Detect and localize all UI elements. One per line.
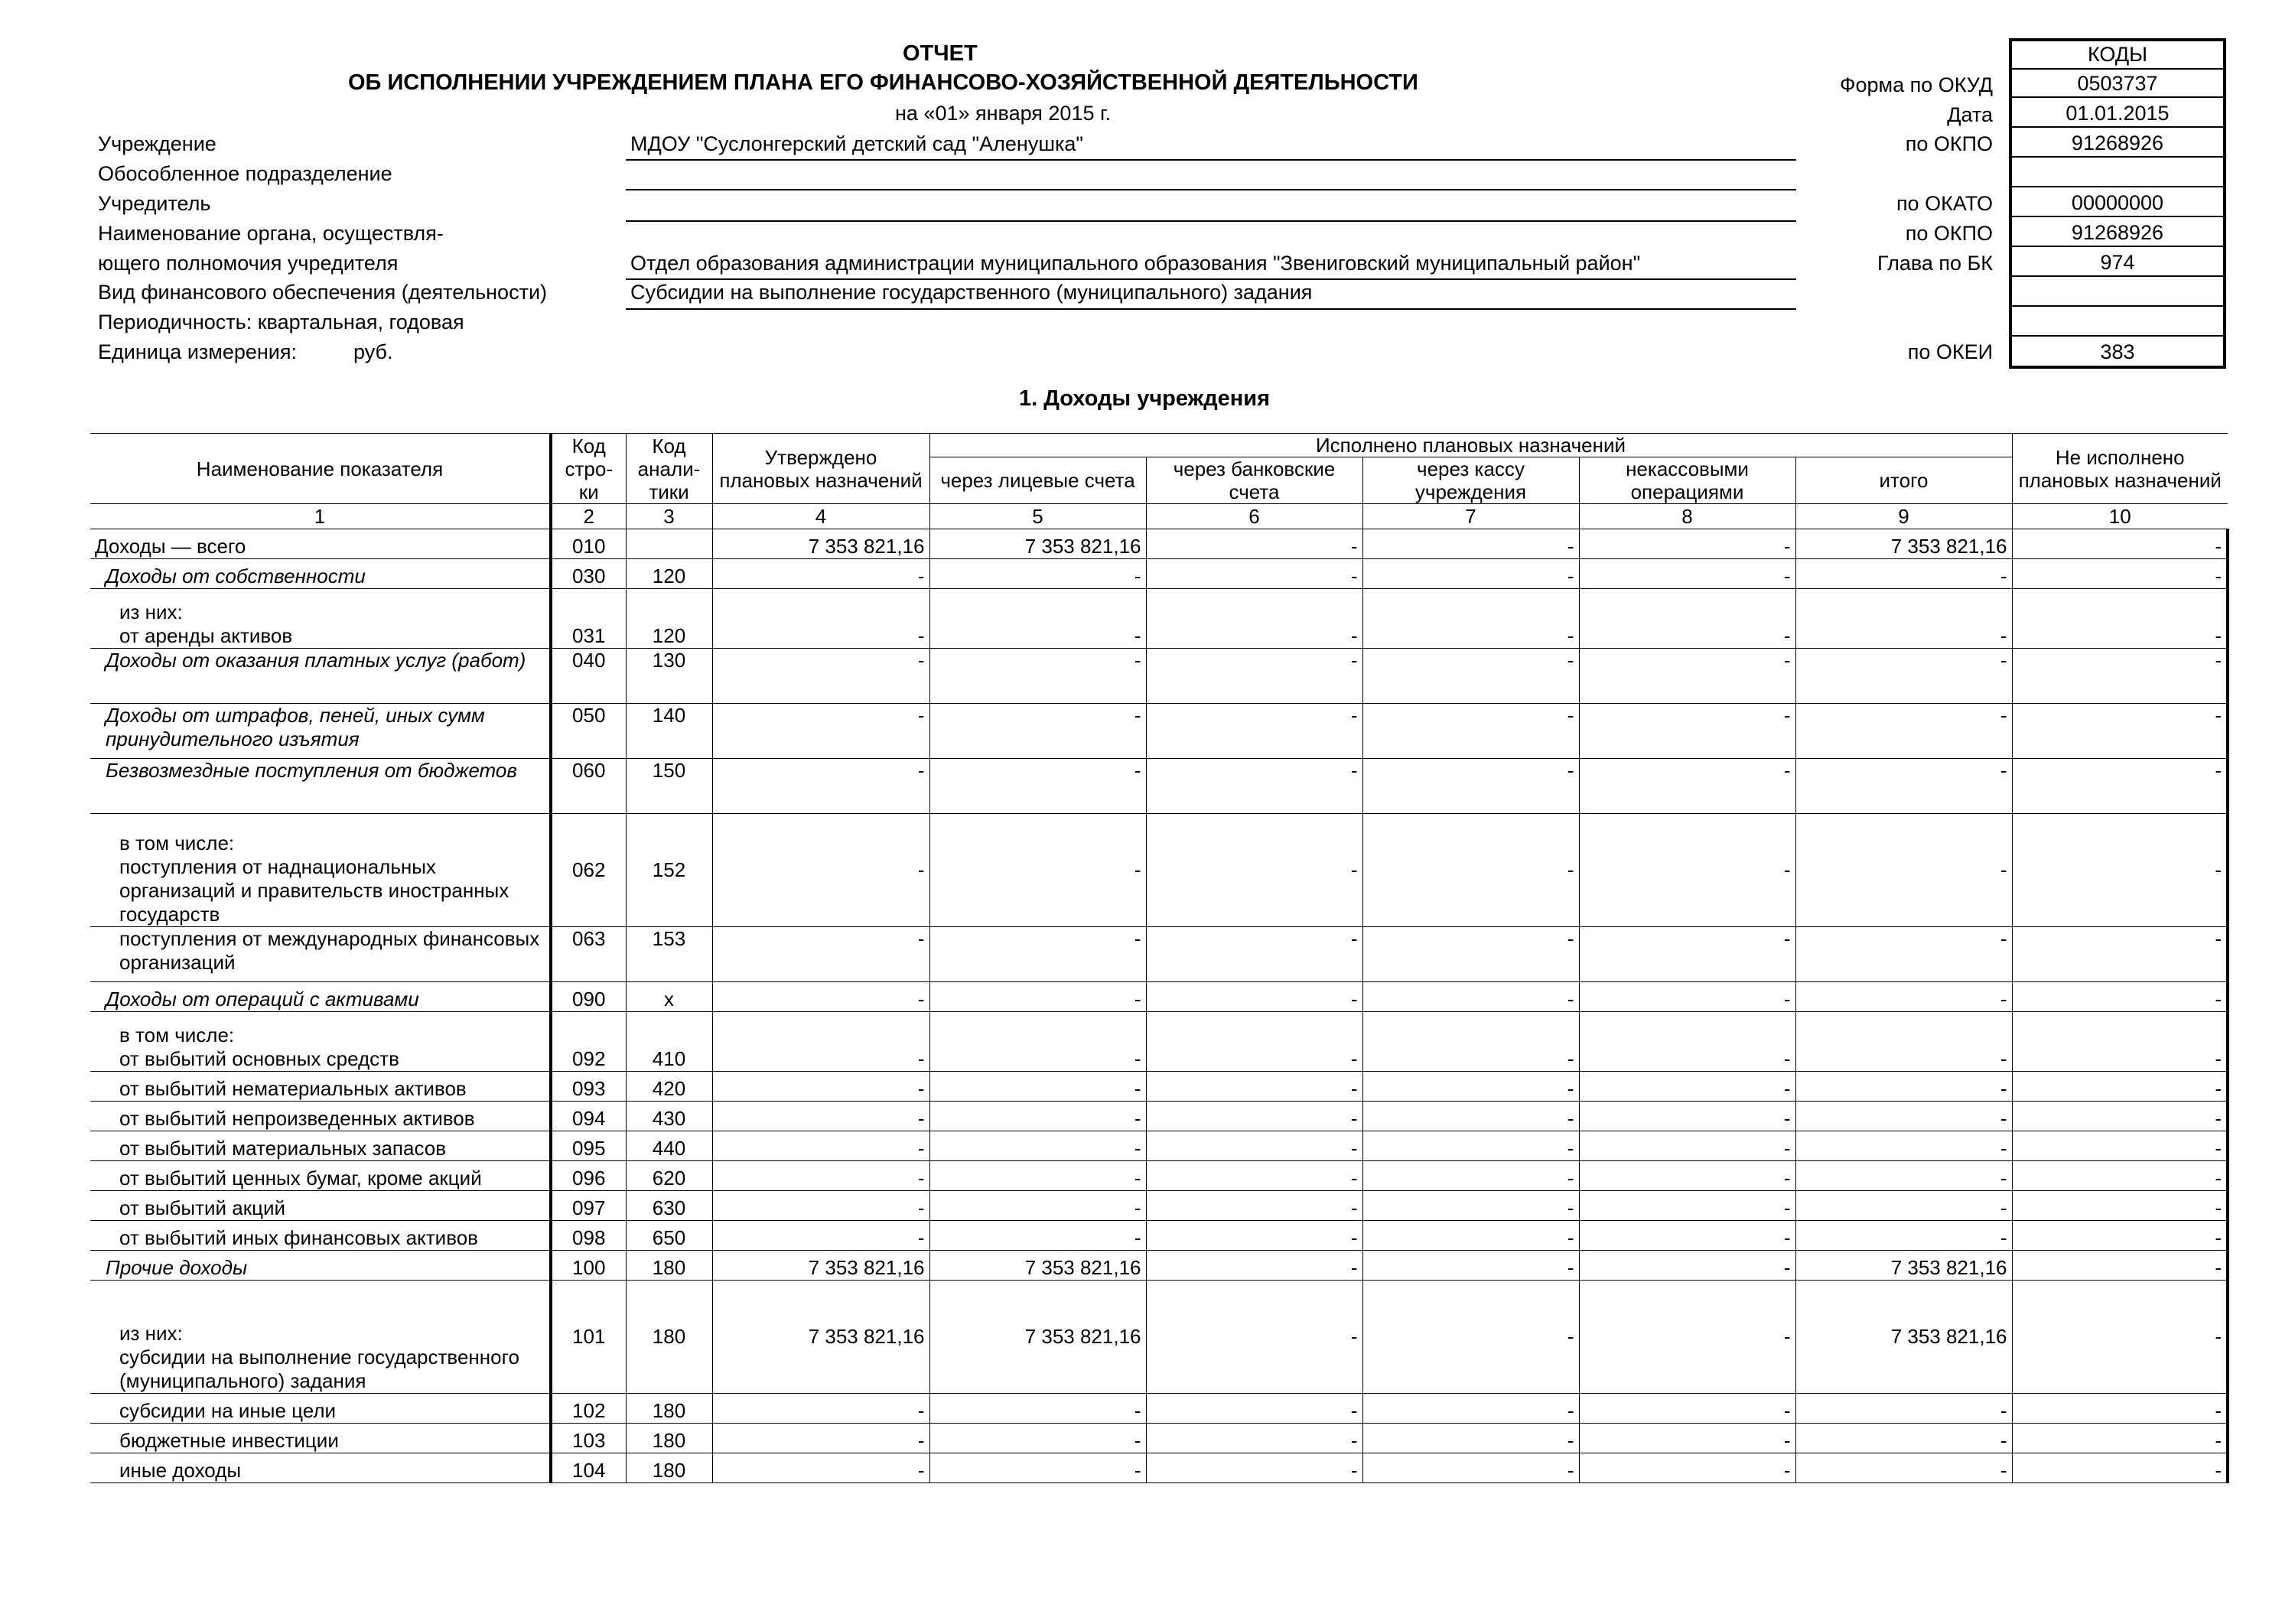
- row-analytics-code: 153: [626, 927, 712, 982]
- row-value: -: [1146, 1424, 1362, 1453]
- row-analytics-code: 180: [626, 1251, 712, 1281]
- row-value: -: [712, 649, 929, 704]
- code-date: 01.01.2015: [2012, 99, 2223, 128]
- code-okpo-2: 91268926: [2012, 219, 2223, 247]
- row-value: -: [1795, 1161, 2012, 1191]
- row-value: -: [1579, 982, 1795, 1012]
- row-value: -: [929, 759, 1146, 814]
- row-value: 7 353 821,16: [1795, 1251, 2012, 1281]
- col-header-unexecuted: Не исполнено плановых назначений: [2012, 434, 2228, 504]
- row-name: иные доходы: [90, 1453, 551, 1483]
- row-value: -: [1146, 1161, 1362, 1191]
- col-number: 1: [90, 504, 551, 529]
- row-analytics-code: 620: [626, 1161, 712, 1191]
- col-number: 6: [1146, 504, 1362, 529]
- row-value: -: [1795, 1453, 2012, 1483]
- row-value: -: [1146, 1394, 1362, 1424]
- code-okei: 383: [2100, 340, 2135, 363]
- table-row: [90, 1161, 2228, 1191]
- row-analytics-code: 440: [626, 1131, 712, 1161]
- row-value: -: [1146, 1012, 1362, 1072]
- row-name: из них: субсидии на выполнение государственного (муниципального) задания: [90, 1281, 551, 1394]
- row-name: в том числе: поступления от наднациональных организаций и правительств иностранных государств: [90, 814, 551, 927]
- row-value: -: [712, 704, 929, 759]
- row-value: -: [1146, 927, 1362, 982]
- row-value: -: [929, 559, 1146, 589]
- code-label-date: Дата: [1947, 103, 1993, 126]
- col-number: 2: [551, 504, 626, 529]
- row-value: -: [1146, 529, 1362, 559]
- row-code: 095: [551, 1131, 626, 1161]
- row-value: -: [1579, 649, 1795, 704]
- table-row: [90, 559, 2228, 589]
- funding-value: Субсидии на выполнение государственного (муниципального) задания: [630, 281, 1313, 304]
- row-value: -: [1579, 1394, 1795, 1424]
- subdivision-label: Обособленное подразделение: [98, 162, 392, 185]
- row-value: -: [712, 1072, 929, 1102]
- col-number: 9: [1795, 504, 2012, 529]
- row-code: 101: [551, 1281, 626, 1394]
- row-value: -: [1579, 927, 1795, 982]
- codes-box: [2009, 38, 2226, 369]
- row-value: -: [2012, 1453, 2228, 1483]
- section-title: 1. Доходы учреждения: [1019, 386, 1271, 411]
- row-value: -: [1362, 704, 1579, 759]
- row-value: -: [1795, 814, 2012, 927]
- unit-label: Единица измерения:: [98, 340, 298, 363]
- institution-underline: [626, 159, 1796, 161]
- row-value: -: [712, 982, 929, 1012]
- row-value: -: [1579, 814, 1795, 927]
- row-name: в том числе: от выбытий основных средств: [90, 1012, 551, 1072]
- row-value: -: [929, 1191, 1146, 1221]
- code-okato: 00000000: [2012, 189, 2223, 217]
- row-value: -: [712, 1221, 929, 1251]
- table-row: [90, 529, 2228, 559]
- row-analytics-code: 150: [626, 759, 712, 814]
- authority-label-1: Наименование органа, осуществля-: [98, 222, 444, 245]
- row-value: -: [1579, 1281, 1795, 1394]
- row-value: -: [1579, 529, 1795, 559]
- row-code: 062: [551, 814, 626, 927]
- row-name: Доходы от штрафов, пеней, иных сумм принудительного изъятия: [90, 704, 551, 759]
- row-value: -: [712, 1453, 929, 1483]
- row-code: 090: [551, 982, 626, 1012]
- row-value: -: [2012, 759, 2228, 814]
- row-value: -: [2012, 1191, 2228, 1221]
- row-value: -: [929, 1161, 1146, 1191]
- col-number: 4: [712, 504, 929, 529]
- code-empty-1: [2012, 159, 2223, 187]
- row-code: 010: [551, 529, 626, 559]
- row-value: -: [1146, 982, 1362, 1012]
- row-analytics-code: 152: [626, 814, 712, 927]
- row-value: -: [1362, 1102, 1579, 1131]
- table-row: [90, 1281, 2228, 1394]
- row-code: 063: [551, 927, 626, 982]
- code-label-okpo: по ОКПО: [1905, 132, 1993, 155]
- row-value: -: [1362, 1424, 1579, 1453]
- codes-header: КОДЫ: [2012, 41, 2223, 70]
- row-value: -: [1795, 982, 2012, 1012]
- row-value: -: [712, 759, 929, 814]
- row-code: 096: [551, 1161, 626, 1191]
- row-value: -: [1362, 927, 1579, 982]
- founder-underline: [626, 220, 1796, 222]
- row-value: -: [929, 1072, 1146, 1102]
- row-value: -: [712, 589, 929, 649]
- row-value: -: [2012, 1281, 2228, 1394]
- row-value: -: [1795, 759, 2012, 814]
- row-name: Прочие доходы: [90, 1251, 551, 1281]
- row-code: 050: [551, 704, 626, 759]
- table-row: [90, 1394, 2228, 1424]
- row-analytics-code: х: [626, 982, 712, 1012]
- code-empty-3: [2012, 308, 2223, 337]
- col-header-total: итого: [1795, 457, 2012, 504]
- row-value: -: [1795, 589, 2012, 649]
- row-value: -: [1146, 1102, 1362, 1131]
- row-analytics-code: 180: [626, 1424, 712, 1453]
- subdivision-underline: [626, 189, 1796, 190]
- row-name: от выбытий иных финансовых активов: [90, 1221, 551, 1251]
- row-analytics-code: 180: [626, 1281, 712, 1394]
- row-value: -: [1362, 982, 1579, 1012]
- row-value: -: [1362, 1221, 1579, 1251]
- row-value: -: [1362, 1191, 1579, 1221]
- row-value: -: [2012, 1424, 2228, 1453]
- row-code: 030: [551, 559, 626, 589]
- row-value: -: [1579, 759, 1795, 814]
- row-value: -: [712, 559, 929, 589]
- row-value: -: [2012, 1012, 2228, 1072]
- report-date-line: на «01» января 2015 г.: [895, 102, 1112, 125]
- row-value: -: [1795, 559, 2012, 589]
- row-code: 098: [551, 1221, 626, 1251]
- row-value: -: [929, 1424, 1146, 1453]
- col-number: 7: [1362, 504, 1579, 529]
- row-name: от выбытий непроизведенных активов: [90, 1102, 551, 1131]
- row-value: 7 353 821,16: [929, 529, 1146, 559]
- funding-underline: [626, 308, 1796, 310]
- col-header-bank-accounts: через банковские счета: [1146, 457, 1362, 504]
- row-value: -: [2012, 1102, 2228, 1131]
- row-value: -: [2012, 1251, 2228, 1281]
- row-value: -: [1795, 649, 2012, 704]
- row-name: Доходы от собственности: [90, 559, 551, 589]
- row-value: -: [1795, 1221, 2012, 1251]
- row-value: -: [1146, 1453, 1362, 1483]
- row-analytics-code: [626, 529, 712, 559]
- row-value: -: [1579, 1161, 1795, 1191]
- code-bk: 974: [2012, 249, 2223, 277]
- row-value: -: [2012, 559, 2228, 589]
- row-value: -: [1795, 1102, 2012, 1131]
- row-value: -: [1795, 1394, 2012, 1424]
- col-header-personal-accounts: через лицевые счета: [929, 457, 1146, 504]
- table-row: [90, 1012, 2228, 1072]
- row-value: -: [1579, 1453, 1795, 1483]
- col-header-anal: Код анали-тики: [626, 434, 712, 504]
- table-row: [90, 982, 2228, 1012]
- row-value: -: [1362, 759, 1579, 814]
- founder-label: Учредитель: [98, 192, 211, 215]
- col-number: 5: [929, 504, 1146, 529]
- table-row: [90, 927, 2228, 982]
- table-row: [90, 1102, 2228, 1131]
- row-code: 100: [551, 1251, 626, 1281]
- row-value: -: [1795, 1072, 2012, 1102]
- row-value: -: [1579, 1072, 1795, 1102]
- row-value: -: [1362, 1161, 1579, 1191]
- table-row: [90, 1453, 2228, 1483]
- row-value: -: [929, 649, 1146, 704]
- row-value: -: [1362, 1072, 1579, 1102]
- row-code: 094: [551, 1102, 626, 1131]
- row-name: Доходы от операций с активами: [90, 982, 551, 1012]
- row-value: -: [929, 1012, 1146, 1072]
- row-value: -: [712, 1012, 929, 1072]
- row-analytics-code: 410: [626, 1012, 712, 1072]
- row-value: 7 353 821,16: [929, 1251, 1146, 1281]
- table-row: [90, 649, 2228, 704]
- funding-label: Вид финансового обеспечения (деятельности): [98, 281, 548, 304]
- authority-underline: [626, 278, 1796, 280]
- row-value: -: [712, 1424, 929, 1453]
- row-value: 7 353 821,16: [1795, 529, 2012, 559]
- row-value: -: [2012, 649, 2228, 704]
- row-code: 092: [551, 1012, 626, 1072]
- row-value: -: [1146, 649, 1362, 704]
- row-name: от выбытий акций: [90, 1191, 551, 1221]
- row-value: -: [1146, 589, 1362, 649]
- row-value: -: [2012, 589, 2228, 649]
- row-code: 103: [551, 1424, 626, 1453]
- row-value: -: [1146, 814, 1362, 927]
- row-value: -: [929, 927, 1146, 982]
- row-analytics-code: 140: [626, 704, 712, 759]
- row-value: -: [1579, 589, 1795, 649]
- row-value: -: [1362, 1251, 1579, 1281]
- row-value: -: [1146, 1072, 1362, 1102]
- row-code: 040: [551, 649, 626, 704]
- code-label-okato: по ОКАТО: [1896, 192, 1993, 215]
- row-name: Доходы — всего: [90, 529, 551, 559]
- row-value: -: [1146, 759, 1362, 814]
- col-header-executed-group: Исполнено плановых назначений: [929, 434, 2012, 457]
- row-value: -: [1579, 1424, 1795, 1453]
- row-value: -: [2012, 927, 2228, 982]
- row-value: -: [2012, 1072, 2228, 1102]
- row-value: -: [1146, 1221, 1362, 1251]
- row-value: -: [1362, 1281, 1579, 1394]
- row-value: -: [1579, 1131, 1795, 1161]
- row-value: -: [712, 1394, 929, 1424]
- row-value: -: [1579, 1251, 1795, 1281]
- row-value: -: [712, 1191, 929, 1221]
- col-number: 10: [2012, 504, 2228, 529]
- row-value: 7 353 821,16: [1795, 1281, 2012, 1394]
- table-row: [90, 759, 2228, 814]
- row-value: -: [1146, 559, 1362, 589]
- row-analytics-code: 180: [626, 1394, 712, 1424]
- row-value: -: [712, 1102, 929, 1131]
- row-value: -: [1579, 704, 1795, 759]
- col-number: 3: [626, 504, 712, 529]
- row-value: -: [712, 1161, 929, 1191]
- table-row: [90, 589, 2228, 649]
- row-code: 060: [551, 759, 626, 814]
- row-name: Доходы от оказания платных услуг (работ): [90, 649, 551, 704]
- col-header-code: Код стро-ки: [551, 434, 626, 504]
- row-code: 104: [551, 1453, 626, 1483]
- row-value: -: [1362, 1394, 1579, 1424]
- col-header-name: Наименование показателя: [90, 434, 551, 504]
- row-value: -: [929, 704, 1146, 759]
- row-value: -: [1146, 1251, 1362, 1281]
- row-value: -: [1362, 814, 1579, 927]
- row-code: 097: [551, 1191, 626, 1221]
- periodicity-label: Периодичность: квартальная, годовая: [98, 311, 464, 334]
- row-value: -: [2012, 1161, 2228, 1191]
- row-value: -: [1362, 649, 1579, 704]
- table-row: [90, 1131, 2228, 1161]
- row-value: -: [929, 814, 1146, 927]
- row-value: -: [1146, 704, 1362, 759]
- institution-value: МДОУ "Суслонгерский детский сад "Аленушка": [630, 132, 1083, 155]
- row-value: -: [929, 1131, 1146, 1161]
- row-value: -: [2012, 814, 2228, 927]
- unit-value: руб.: [353, 340, 393, 363]
- institution-label: Учреждение: [98, 132, 216, 155]
- row-value: 7 353 821,16: [712, 529, 929, 559]
- row-name: от выбытий материальных запасов: [90, 1131, 551, 1161]
- row-analytics-code: 420: [626, 1072, 712, 1102]
- row-value: -: [1795, 1424, 2012, 1453]
- income-table: [90, 433, 2229, 1483]
- row-name: из них: от аренды активов: [90, 589, 551, 649]
- row-value: -: [2012, 1394, 2228, 1424]
- row-value: -: [929, 1394, 1146, 1424]
- row-value: -: [1362, 1131, 1579, 1161]
- row-value: -: [1362, 1453, 1579, 1483]
- row-value: -: [2012, 1221, 2228, 1251]
- row-analytics-code: 120: [626, 589, 712, 649]
- row-value: 7 353 821,16: [929, 1281, 1146, 1394]
- col-header-approved: Утверждено плановых назначений: [712, 434, 929, 504]
- row-code: 031: [551, 589, 626, 649]
- code-empty-2: [2012, 278, 2223, 307]
- row-value: -: [712, 814, 929, 927]
- authority-value: Отдел образования администрации муниципального образования "Звениговский муниципальный район": [630, 252, 1641, 275]
- row-name: от выбытий нематериальных активов: [90, 1072, 551, 1102]
- row-analytics-code: 130: [626, 649, 712, 704]
- row-value: -: [929, 1453, 1146, 1483]
- row-value: -: [1795, 1191, 2012, 1221]
- col-header-cash: через кассу учреждения: [1362, 457, 1579, 504]
- row-value: 7 353 821,16: [712, 1281, 929, 1394]
- row-value: -: [1362, 529, 1579, 559]
- row-value: -: [2012, 1131, 2228, 1161]
- row-value: -: [2012, 529, 2228, 559]
- table-row: [90, 814, 2228, 927]
- code-okpo: 91268926: [2012, 129, 2223, 158]
- row-analytics-code: 630: [626, 1191, 712, 1221]
- row-value: -: [929, 589, 1146, 649]
- row-value: -: [1579, 559, 1795, 589]
- row-value: -: [1146, 1281, 1362, 1394]
- col-number: 8: [1579, 504, 1795, 529]
- col-header-noncash: некассовыми операциями: [1579, 457, 1795, 504]
- row-name: Безвозмездные поступления от бюджетов: [90, 759, 551, 814]
- code-label-okud: Форма по ОКУД: [1839, 73, 1993, 96]
- row-value: -: [1579, 1221, 1795, 1251]
- row-value: -: [1362, 589, 1579, 649]
- row-analytics-code: 430: [626, 1102, 712, 1131]
- row-value: -: [1579, 1191, 1795, 1221]
- row-analytics-code: 180: [626, 1453, 712, 1483]
- row-analytics-code: 120: [626, 559, 712, 589]
- row-value: -: [2012, 704, 2228, 759]
- row-name: от выбытий ценных бумаг, кроме акций: [90, 1161, 551, 1191]
- row-value: -: [1579, 1012, 1795, 1072]
- row-value: -: [929, 1102, 1146, 1131]
- row-value: -: [929, 982, 1146, 1012]
- report-title: ОТЧЕТ: [903, 41, 978, 66]
- row-value: -: [1795, 1012, 2012, 1072]
- code-label-bk: Глава по БК: [1877, 252, 1993, 275]
- table-row: [90, 1072, 2228, 1102]
- row-value: 7 353 821,16: [712, 1251, 929, 1281]
- row-code: 093: [551, 1072, 626, 1102]
- row-value: -: [2012, 982, 2228, 1012]
- row-value: -: [1362, 559, 1579, 589]
- row-value: -: [712, 1131, 929, 1161]
- row-analytics-code: 650: [626, 1221, 712, 1251]
- row-value: -: [1146, 1191, 1362, 1221]
- table-row: [90, 1424, 2228, 1453]
- row-name: поступления от международных финансовых организаций: [90, 927, 551, 982]
- row-value: -: [712, 927, 929, 982]
- table-row: [90, 1191, 2228, 1221]
- code-label-okei: по ОКЕИ: [1907, 340, 1993, 363]
- row-value: -: [1795, 704, 2012, 759]
- row-value: -: [1362, 1012, 1579, 1072]
- row-name: субсидии на иные цели: [90, 1394, 551, 1424]
- code-okud: 0503737: [2012, 70, 2223, 98]
- row-code: 102: [551, 1394, 626, 1424]
- row-value: -: [1579, 1102, 1795, 1131]
- row-name: бюджетные инвестиции: [90, 1424, 551, 1453]
- row-value: -: [1146, 1131, 1362, 1161]
- code-label-okpo-2: по ОКПО: [1905, 222, 1993, 245]
- row-value: -: [929, 1221, 1146, 1251]
- authority-label-2: ющего полномочия учредителя: [98, 252, 399, 275]
- table-row: [90, 1221, 2228, 1251]
- row-value: -: [1795, 927, 2012, 982]
- row-value: -: [1795, 1131, 2012, 1161]
- report-subtitle: ОБ ИСПОЛНЕНИИ УЧРЕЖДЕНИЕМ ПЛАНА ЕГО ФИНАНСОВО-ХОЗЯЙСТВЕННОЙ ДЕЯТЕЛЬНОСТИ: [348, 70, 1418, 95]
- table-row: [90, 1251, 2228, 1281]
- table-row: [90, 704, 2228, 759]
